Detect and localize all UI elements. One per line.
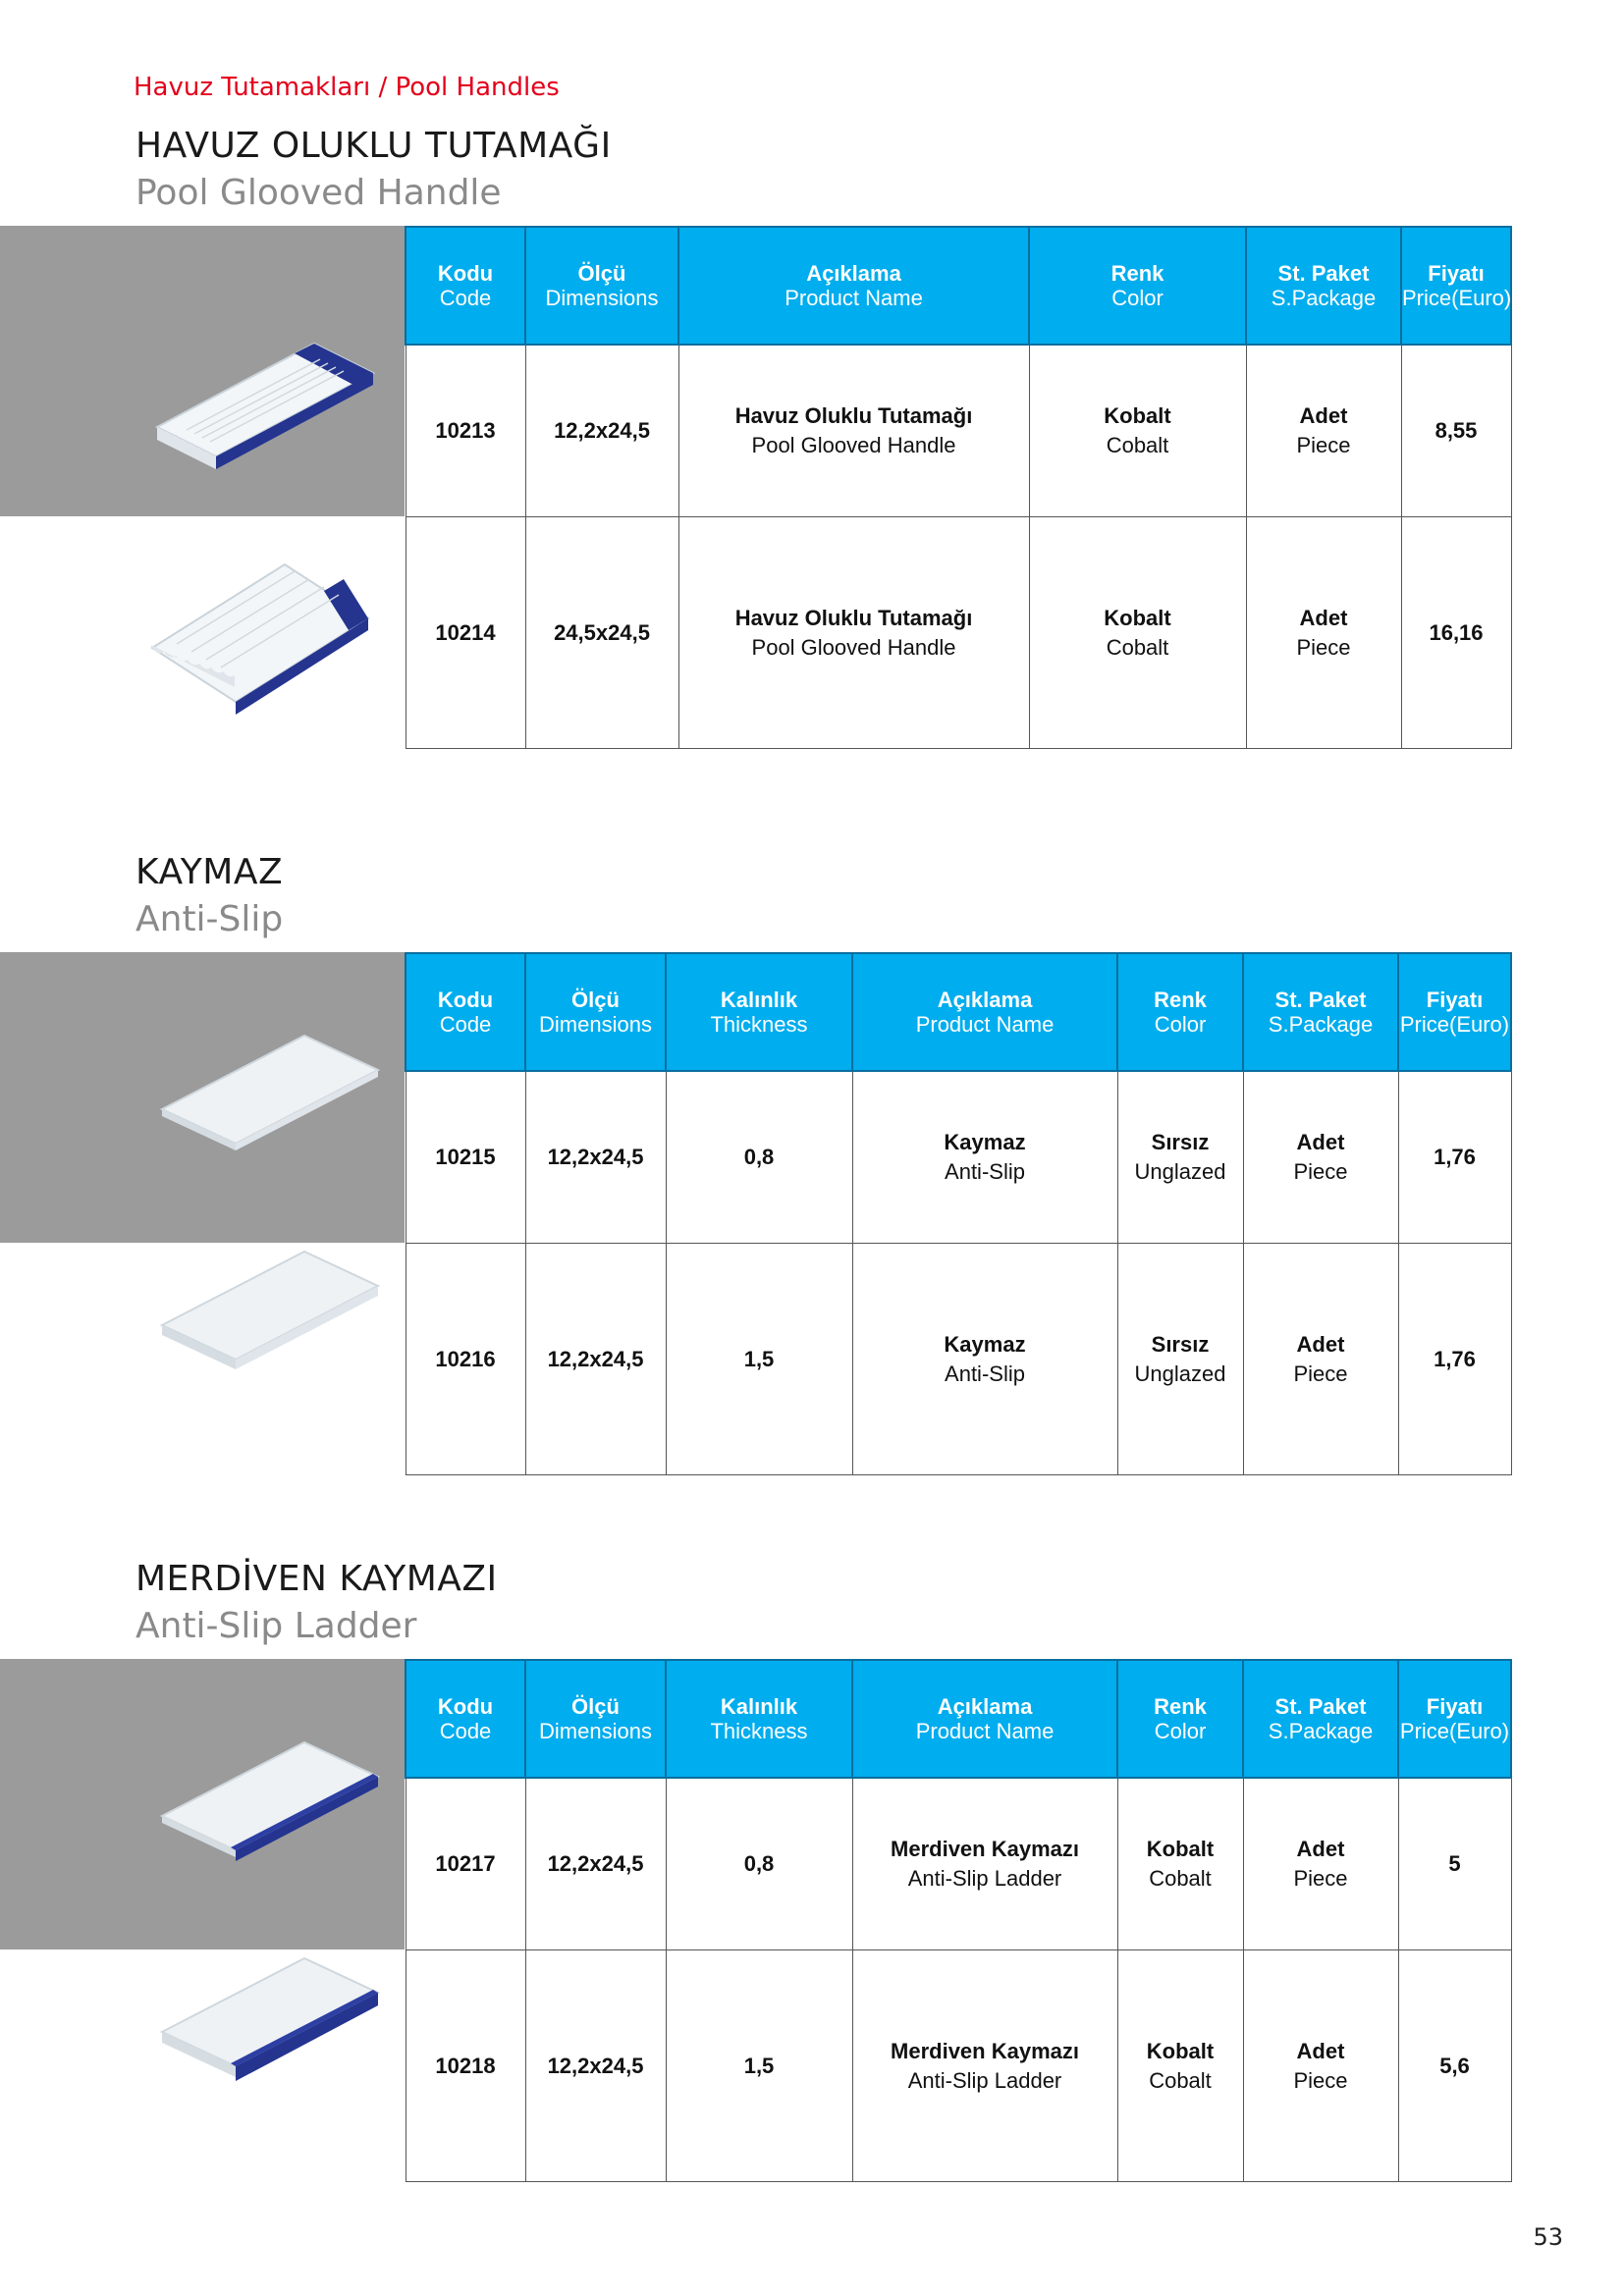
table-header-row xyxy=(406,227,1511,345)
cell-package: Adet Piece xyxy=(1243,1071,1398,1244)
cell-product-name: Kaymaz Anti-Slip xyxy=(852,1244,1117,1475)
cell-color: Kobalt Cobalt xyxy=(1117,1950,1243,2182)
product-table-grooved-handle xyxy=(405,226,1512,749)
header-package: St. Paket S.Package xyxy=(1243,1660,1398,1778)
section-title: MERDİVEN KAYMAZI xyxy=(135,1559,498,1599)
grooved-handle-image xyxy=(147,334,383,491)
cell-product-name: Kaymaz Anti-Slip xyxy=(852,1071,1117,1244)
cell-code: 10213 xyxy=(406,345,525,517)
header-product-name: Açıklama Product Name xyxy=(678,227,1029,345)
header-thickness: Kalınlık Thickness xyxy=(666,1660,852,1778)
header-code: Kodu Code xyxy=(406,227,525,345)
table-header-row xyxy=(406,1660,1511,1778)
table-row xyxy=(406,1950,1511,2182)
cell-dimensions: 12,2x24,5 xyxy=(525,345,678,517)
table-row xyxy=(406,1244,1511,1475)
cell-price: 5,6 xyxy=(1398,1950,1511,2182)
section-subtitle: Anti-Slip xyxy=(135,899,284,939)
header-code: Kodu Code xyxy=(406,1660,525,1778)
header-code: Kodu Code xyxy=(406,953,525,1071)
cell-dimensions: 24,5x24,5 xyxy=(525,517,678,749)
cell-price: 16,16 xyxy=(1401,517,1511,749)
page-number: 53 xyxy=(1533,2223,1563,2251)
header-dimensions: Ölçü Dimensions xyxy=(525,1660,666,1778)
table-row xyxy=(406,1071,1511,1244)
cell-color: Kobalt Cobalt xyxy=(1117,1778,1243,1950)
cell-thickness: 1,5 xyxy=(666,1244,852,1475)
grooved-handle-large-image xyxy=(147,550,383,726)
anti-slip-tile-thick-image xyxy=(157,1247,383,1374)
cell-code: 10218 xyxy=(406,1950,525,2182)
cell-package: Adet Piece xyxy=(1246,517,1401,749)
header-thickness: Kalınlık Thickness xyxy=(666,953,852,1071)
cell-package: Adet Piece xyxy=(1243,1778,1398,1950)
anti-slip-ladder-image xyxy=(157,1737,383,1875)
cell-code: 10217 xyxy=(406,1778,525,1950)
cell-color: Kobalt Cobalt xyxy=(1029,345,1246,517)
cell-product-name: Merdiven Kaymazı Anti-Slip Ladder xyxy=(852,1778,1117,1950)
table-row xyxy=(406,1778,1511,1950)
product-images xyxy=(0,226,405,751)
product-table-anti-slip xyxy=(405,952,1512,1475)
cell-price: 1,76 xyxy=(1398,1244,1511,1475)
cell-dimensions: 12,2x24,5 xyxy=(525,1071,666,1244)
table-header-row xyxy=(406,953,1511,1071)
cell-code: 10216 xyxy=(406,1244,525,1475)
product-table-anti-slip-ladder xyxy=(405,1659,1512,2182)
product-images xyxy=(0,952,405,1477)
breadcrumb: Havuz Tutamakları / Pool Handles xyxy=(134,73,560,102)
header-price: Fiyatı Price(Euro) xyxy=(1398,953,1511,1071)
cell-thickness: 0,8 xyxy=(666,1778,852,1950)
cell-package: Adet Piece xyxy=(1243,1950,1398,2182)
cell-price: 8,55 xyxy=(1401,345,1511,517)
cell-dimensions: 12,2x24,5 xyxy=(525,1778,666,1950)
header-package: St. Paket S.Package xyxy=(1246,227,1401,345)
section-subtitle: Anti-Slip Ladder xyxy=(135,1606,417,1646)
cell-price: 1,76 xyxy=(1398,1071,1511,1244)
header-dimensions: Ölçü Dimensions xyxy=(525,227,678,345)
section-title: HAVUZ OLUKLU TUTAMAĞI xyxy=(135,126,612,166)
cell-dimensions: 12,2x24,5 xyxy=(525,1950,666,2182)
header-color: Renk Color xyxy=(1029,227,1246,345)
table-row xyxy=(406,345,1511,517)
header-price: Fiyatı Price(Euro) xyxy=(1401,227,1511,345)
anti-slip-ladder-thick-image xyxy=(157,1953,383,2101)
cell-package: Adet Piece xyxy=(1243,1244,1398,1475)
cell-thickness: 1,5 xyxy=(666,1950,852,2182)
header-product-name: Açıklama Product Name xyxy=(852,1660,1117,1778)
cell-code: 10214 xyxy=(406,517,525,749)
anti-slip-tile-image xyxy=(157,1031,383,1158)
header-dimensions: Ölçü Dimensions xyxy=(525,953,666,1071)
cell-thickness: 0,8 xyxy=(666,1071,852,1244)
cell-color: Kobalt Cobalt xyxy=(1029,517,1246,749)
header-product-name: Açıklama Product Name xyxy=(852,953,1117,1071)
cell-dimensions: 12,2x24,5 xyxy=(525,1244,666,1475)
cell-price: 5 xyxy=(1398,1778,1511,1950)
cell-code: 10215 xyxy=(406,1071,525,1244)
cell-color: Sırsız Unglazed xyxy=(1117,1071,1243,1244)
cell-color: Sırsız Unglazed xyxy=(1117,1244,1243,1475)
cell-package: Adet Piece xyxy=(1246,345,1401,517)
header-price: Fiyatı Price(Euro) xyxy=(1398,1660,1511,1778)
cell-product-name: Havuz Oluklu Tutamağı Pool Glooved Handle xyxy=(678,517,1029,749)
section-subtitle: Pool Glooved Handle xyxy=(135,173,502,213)
section-title: KAYMAZ xyxy=(135,852,284,892)
header-package: St. Paket S.Package xyxy=(1243,953,1398,1071)
header-color: Renk Color xyxy=(1117,953,1243,1071)
cell-product-name: Havuz Oluklu Tutamağı Pool Glooved Handle xyxy=(678,345,1029,517)
header-color: Renk Color xyxy=(1117,1660,1243,1778)
table-row xyxy=(406,517,1511,749)
cell-product-name: Merdiven Kaymazı Anti-Slip Ladder xyxy=(852,1950,1117,2182)
product-images xyxy=(0,1659,405,2184)
